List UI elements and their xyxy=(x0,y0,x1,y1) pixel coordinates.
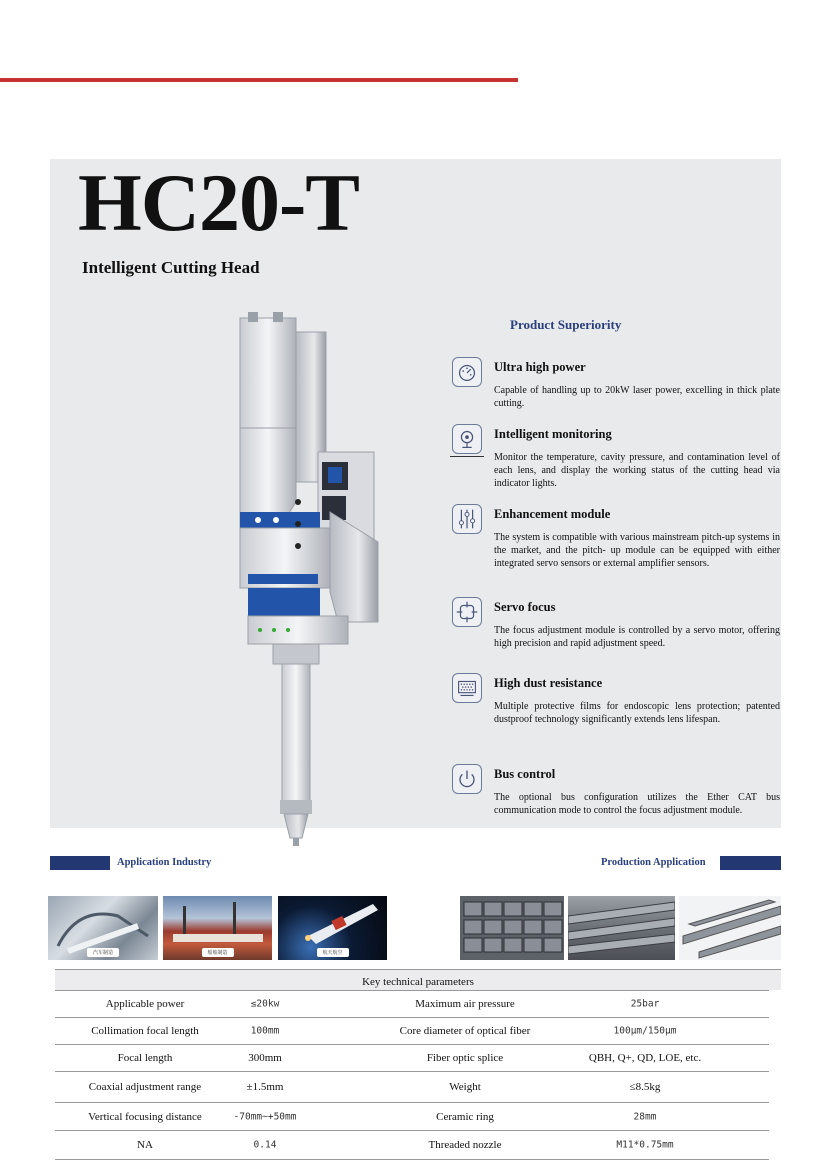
crosshair-icon xyxy=(452,597,482,627)
parameter-label: NA xyxy=(137,1139,153,1151)
product-subtitle: Intelligent Cutting Head xyxy=(82,258,260,277)
parameter-value: -70mm~+50mm xyxy=(233,1111,297,1122)
feature-description: The focus adjustment module is controlled by a servo motor, offering high precision and rapid adjustment speed. xyxy=(494,625,780,649)
parameter-label: Core diameter of optical fiber xyxy=(399,1025,531,1037)
application-industry-heading: Application Industry xyxy=(117,857,212,868)
parameter-value: 0.14 xyxy=(253,1139,277,1151)
feature-title: Bus control xyxy=(494,767,556,781)
feature-high-dust-resistance xyxy=(452,673,782,743)
aerospace-photo xyxy=(278,896,387,960)
h-beam-photo xyxy=(568,896,675,960)
section-bar-right xyxy=(720,856,781,870)
cutting-head-image xyxy=(218,312,398,852)
parameter-label: Ceramic ring xyxy=(436,1110,494,1123)
feature-title: Servo focus xyxy=(494,600,556,614)
superiority-heading: Product Superiority xyxy=(510,317,622,332)
parameter-row xyxy=(55,1103,769,1131)
automotive-photo xyxy=(48,896,158,960)
parameter-value: QBH, Q+, QD, LOE, etc. xyxy=(588,1052,702,1064)
feature-title: Ultra high power xyxy=(494,360,586,374)
i-beam-photo xyxy=(679,896,781,960)
parameter-value: ≤8.5kg xyxy=(629,1081,661,1093)
parameters-heading: Key technical parameters xyxy=(55,969,781,990)
parameter-value: 300mm xyxy=(248,1052,282,1064)
shipbuilding-photo xyxy=(163,896,272,960)
monitor-icon xyxy=(452,424,482,454)
parameters-table xyxy=(50,969,781,1160)
parameter-value: ≤20kw xyxy=(250,998,280,1010)
gauge-icon xyxy=(452,357,482,387)
parameter-row xyxy=(55,991,769,1018)
parameter-row xyxy=(55,1131,769,1160)
parameter-label: Coaxial adjustment range xyxy=(88,1081,202,1093)
parameter-label: Maximum air pressure xyxy=(415,998,515,1010)
filter-grid-icon xyxy=(452,673,482,703)
feature-title: Enhancement module xyxy=(494,507,611,521)
parameter-row xyxy=(55,1072,769,1103)
feature-description: Capable of handling up to 20kW laser power, excelling in thick plate cutting. xyxy=(494,385,780,409)
parameter-value: 25bar xyxy=(630,998,660,1010)
feature-enhancement-module xyxy=(452,504,782,589)
feature-servo-focus xyxy=(452,597,782,657)
feature-intelligent-monitoring xyxy=(452,424,782,494)
photo-caption: 汽车制造 xyxy=(87,948,119,957)
parameter-row xyxy=(55,1045,769,1072)
production-application-heading: Production Application xyxy=(601,857,706,868)
feature-ultra-high-power xyxy=(452,357,782,417)
icon-underline xyxy=(450,456,484,457)
parameter-value: 100μm/150μm xyxy=(613,1025,677,1037)
feature-title: Intelligent monitoring xyxy=(494,427,612,441)
parameter-value: ±1.5mm xyxy=(246,1081,284,1093)
channel-steel-photo xyxy=(460,896,564,960)
feature-title: High dust resistance xyxy=(494,676,603,690)
parameter-label: Threaded nozzle xyxy=(428,1139,502,1151)
section-bar-left xyxy=(50,856,110,870)
feature-bus-control xyxy=(452,764,782,824)
feature-description: Monitor the temperature, cavity pressure, and contamination level of each lens, and display the working status of the cutting head via indicator lights. xyxy=(494,452,780,489)
parameter-value: M11*0.75mm xyxy=(616,1139,674,1151)
header-red-rule xyxy=(0,78,518,82)
feature-description: Multiple protective films for endoscopic lens protection; patented dustproof technology significantly extends lens lifespan. xyxy=(494,701,780,725)
feature-description: The system is compatible with various mainstream pitch-up systems in the market, and the pitch- up module can be equipped with either integrated servo sensors or external amplifier sensors. xyxy=(494,532,780,569)
parameter-label: Weight xyxy=(449,1081,481,1093)
photo-caption: 船舶制造 xyxy=(201,948,233,957)
parameter-value: 28mm xyxy=(633,1111,657,1122)
parameter-label: Applicable power xyxy=(105,998,185,1010)
parameter-row xyxy=(55,1018,769,1045)
feature-description: The optional bus configuration utilizes the Ether CAT bus communication mode to control the focus adjustment module. xyxy=(494,792,780,816)
parameter-label: Focal length xyxy=(117,1052,173,1064)
parameter-value: 100mm xyxy=(250,1025,280,1037)
parameter-label: Fiber optic splice xyxy=(426,1052,504,1064)
power-icon xyxy=(452,764,482,794)
parameter-label: Vertical focusing distance xyxy=(88,1110,202,1123)
product-title: HC20-T xyxy=(78,157,359,248)
parameter-label: Collimation focal length xyxy=(91,1025,199,1037)
sliders-icon xyxy=(452,504,482,534)
photo-caption: 航天航空 xyxy=(316,948,348,957)
